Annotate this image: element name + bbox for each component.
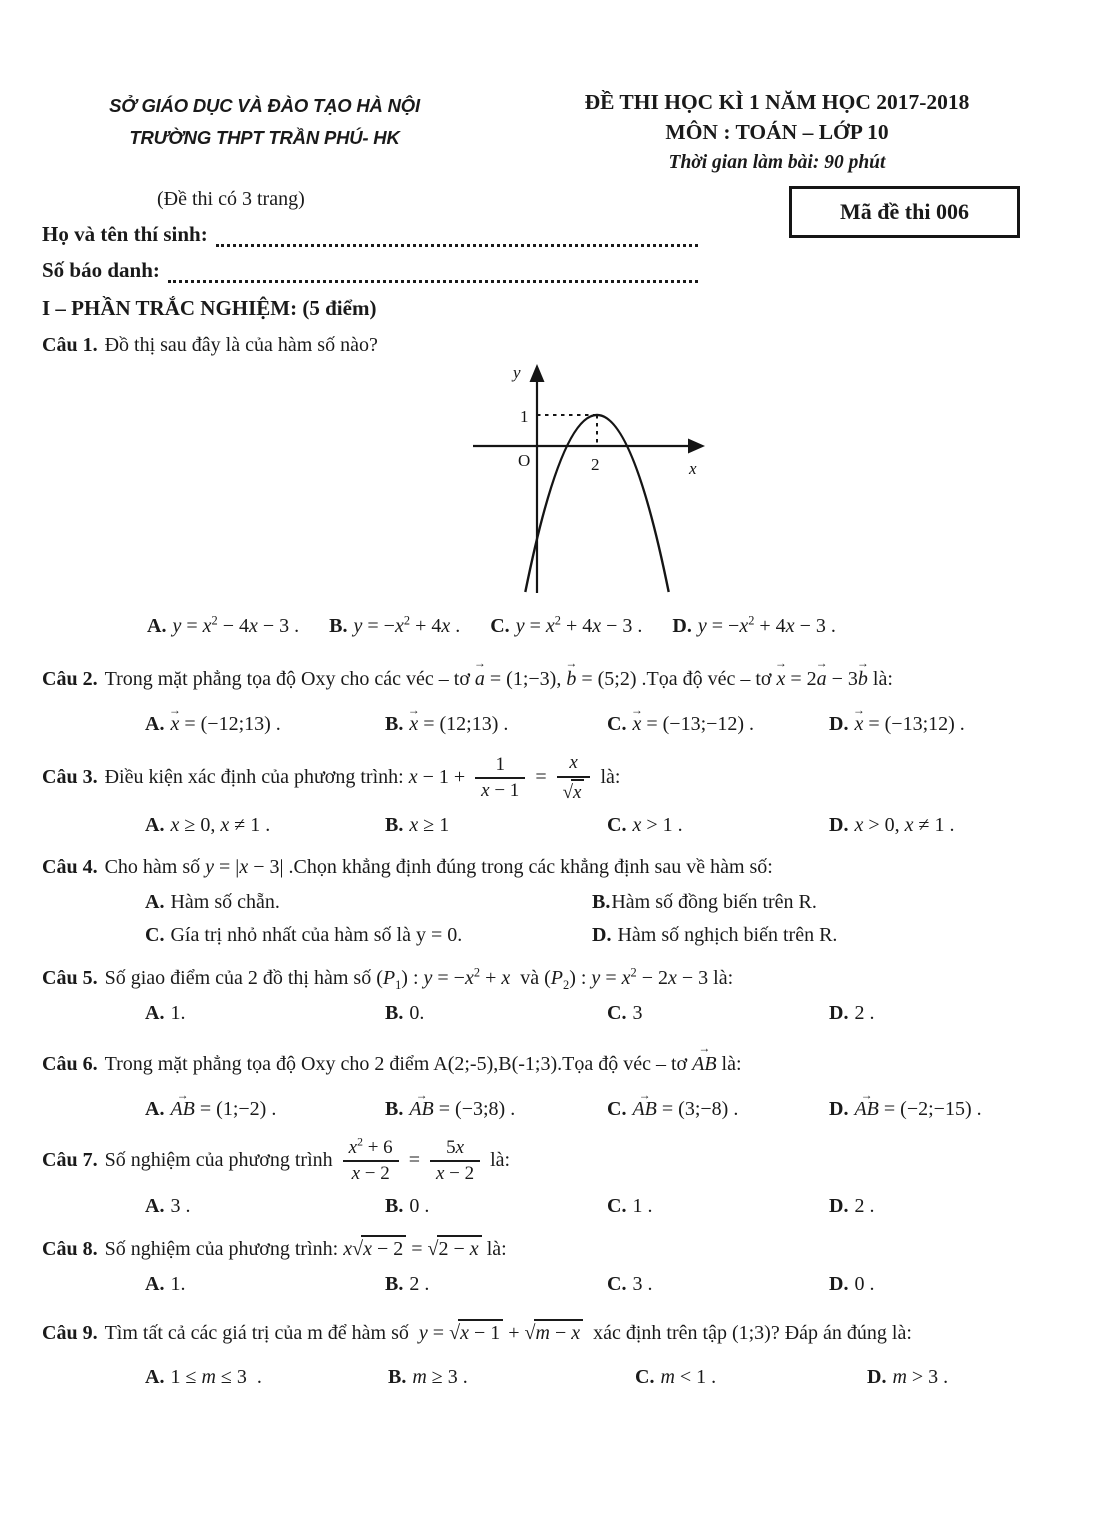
student-name-blank-line — [216, 224, 698, 247]
question-5-option-c: C. 3 — [607, 1001, 643, 1024]
question-9-option-d: D. m > 3 . — [867, 1366, 949, 1389]
question-4-stem: Câu 4. Cho hàm số y = |x − 3| .Chọn khẳng định đúng trong các khẳng định sau về hàm số: — [42, 855, 773, 878]
question-5-label: Câu 5. — [42, 966, 98, 989]
x-axis-arrow-icon — [688, 439, 705, 454]
question-9-options — [42, 1366, 1061, 1389]
question-8 — [42, 1234, 1061, 1296]
y-tick-1: 1 — [520, 407, 529, 426]
question-5-option-d: D. 2 . — [829, 1001, 875, 1024]
question-7-stem: Câu 7. Số nghiệm của phương trình $\frac{x^2 + 6}{x - 2}$ = $\frac{5x}{x - 2}$ là: — [42, 1135, 511, 1185]
question-2-option-c: C. → x = (−13;−12) . — [607, 713, 829, 736]
question-7-options — [42, 1195, 1061, 1218]
question-1-options — [42, 615, 1061, 638]
question-7-option-d: D. 2 . — [829, 1195, 875, 1218]
subject-line: MÔN : TOÁN – LỚP 10 — [665, 120, 889, 144]
question-4-option-c: C. Gía trị nhỏ nhất của hàm số là y = 0. — [145, 923, 463, 946]
student-id-label: Số báo danh: — [42, 258, 160, 282]
student-id-blank-line — [168, 260, 698, 283]
school-name: TRƯỜNG THPT TRẦN PHÚ- HK — [129, 127, 400, 149]
question-7-label: Câu 7. — [42, 1148, 98, 1171]
department-name: SỞ GIÁO DỤC VÀ ĐÀO TẠO HÀ NỘI — [109, 95, 420, 116]
question-7 — [42, 1137, 1061, 1219]
question-1-option-a: A. $y = x^2 - 4x - 3$ . — [147, 613, 300, 637]
question-8-label: Câu 8. — [42, 1238, 98, 1261]
question-4 — [42, 852, 1061, 947]
question-1-option-b: B. $y = -x^2 + 4x$ . — [329, 613, 461, 637]
question-3-option-c: C. x > 1 . — [607, 813, 683, 836]
section-title: I – PHẦN TRẮC NGHIỆM: (5 điểm) — [42, 296, 377, 320]
question-8-options — [42, 1273, 1061, 1296]
question-9-label: Câu 9. — [42, 1322, 98, 1345]
question-1-label: Câu 1. — [42, 334, 98, 356]
question-4-options — [42, 891, 1061, 947]
y-axis-label: y — [513, 363, 521, 382]
question-6-options — [42, 1088, 1061, 1121]
question-4-option-d: D. Hàm số nghịch biến trên R. — [592, 923, 838, 946]
exam-header — [42, 90, 1061, 174]
pages-note: (Đề thi có 3 trang) — [157, 188, 305, 210]
question-5 — [42, 963, 1061, 1025]
exam-code-box — [789, 186, 1020, 238]
question-3-options — [42, 814, 1061, 837]
question-1-option-c: C. $y = x^2 + 4x - 3$ . — [490, 613, 643, 637]
question-2-option-a: A. → x = (−12;13) . — [145, 713, 385, 736]
origin-label: O — [518, 451, 531, 470]
y-axis-arrow-icon — [530, 364, 545, 382]
question-5-options — [42, 1002, 1061, 1025]
x-axis-label: x — [689, 459, 697, 478]
question-6 — [42, 1043, 1061, 1121]
question-7-option-b: B. 0 . — [385, 1195, 430, 1218]
header-right — [487, 90, 1061, 174]
question-4-label: Câu 4. — [42, 855, 98, 878]
question-1-stem: Câu 1. Đồ thị sau đây là của hàm số nào? — [42, 334, 378, 356]
student-name-label: Họ và tên thí sinh: — [42, 222, 208, 246]
question-6-stem: Câu 6. Trong mặt phẳng tọa độ Oxy cho 2 điểm A(2;-5),B(-1;3).Tọa độ véc – tơ → AB là: — [42, 1043, 1061, 1079]
question-2-option-b: B. → x = (12;13) . — [385, 713, 607, 736]
question-8-option-c: C. 3 . — [607, 1273, 653, 1296]
question-9-option-b: B. m ≥ 3 . — [388, 1366, 468, 1389]
question-8-option-d: D. 0 . — [829, 1273, 875, 1296]
question-9 — [42, 1314, 1061, 1389]
question-5-stem: Câu 5. Số giao điểm của 2 đồ thị hàm số $(P_1)$ : $y = -x^2 + x$ và $(P_2)$ : $y = x^2 - 2x - 3$ là: — [42, 964, 734, 992]
question-3-stem: Câu 3. Điều kiện xác định của phương trình: x − 1 + $\frac{1}{x - 1}$ = $\frac{x}{√x}$ là: — [42, 752, 621, 803]
header-left — [42, 90, 487, 174]
parabola-graph — [440, 360, 740, 606]
question-3-option-a: A. x ≥ 0, x ≠ 1 . — [145, 813, 271, 836]
question-1 — [42, 330, 1061, 638]
exam-title: ĐỀ THI HỌC KÌ 1 NĂM HỌC 2017-2018 — [584, 90, 970, 114]
exam-duration: Thời gian làm bài: 90 phút — [668, 152, 886, 173]
question-8-stem: Câu 8. Số nghiệm của phương trình: x√x − 2 = √2 − x là: — [42, 1234, 1061, 1264]
question-5-option-b: B. 0. — [385, 1001, 425, 1024]
question-8-option-b: B. 2 . — [385, 1273, 430, 1296]
exam-code: Mã đề thi 006 — [840, 199, 969, 224]
question-2 — [42, 658, 1061, 736]
x-tick-2: 2 — [591, 455, 600, 474]
question-4-option-a: A. Hàm số chẵn. — [145, 890, 280, 913]
question-3-label: Câu 3. — [42, 765, 98, 788]
question-9-stem: Câu 9. Tìm tất cả các giá trị của m để hàm số y = √x − 1 + √m − x xác định trên tập (1;3)? Đáp án đúng là: — [42, 1314, 1061, 1352]
question-6-option-c: C. → AB = (3;−8) . — [607, 1098, 829, 1121]
question-6-option-a: A. → AB = (1;−2) . — [145, 1098, 385, 1121]
question-6-option-b: B. → AB = (−3;8) . — [385, 1098, 607, 1121]
question-5-option-a: A. 1. — [145, 1001, 186, 1024]
question-2-option-d: D. → x = (−13;12) . — [829, 713, 1061, 736]
question-7-option-a: A. 3 . — [145, 1195, 191, 1218]
parabola-graph-svg — [440, 360, 740, 600]
question-3-option-d: D. x > 0, x ≠ 1 . — [829, 813, 955, 836]
question-1-option-d: D. $y = -x^2 + 4x - 3$ . — [672, 613, 836, 637]
question-7-option-c: C. 1 . — [607, 1195, 653, 1218]
question-2-options — [42, 703, 1061, 736]
question-9-option-c: C. m < 1 . — [635, 1366, 717, 1389]
question-6-label: Câu 6. — [42, 1052, 98, 1075]
question-6-option-d: D. → AB = (−2;−15) . — [829, 1098, 1061, 1121]
question-9-option-a: A. 1 ≤ m ≤ 3 . — [145, 1366, 262, 1389]
question-2-label: Câu 2. — [42, 668, 98, 690]
student-id-row — [42, 258, 1061, 283]
question-8-option-a: A. 1. — [145, 1273, 186, 1296]
question-3 — [42, 752, 1061, 837]
question-3-option-b: B. x ≥ 1 — [385, 813, 450, 836]
question-4-option-b: B.Hàm số đồng biến trên R. — [592, 890, 817, 913]
question-2-stem: Câu 2. Trong mặt phẳng tọa độ Oxy cho các véc – tơ → a = (1;−3), → b = (5;2) .Tọa độ véc – tơ → x = 2→ a − 3→ b là: — [42, 658, 1061, 694]
